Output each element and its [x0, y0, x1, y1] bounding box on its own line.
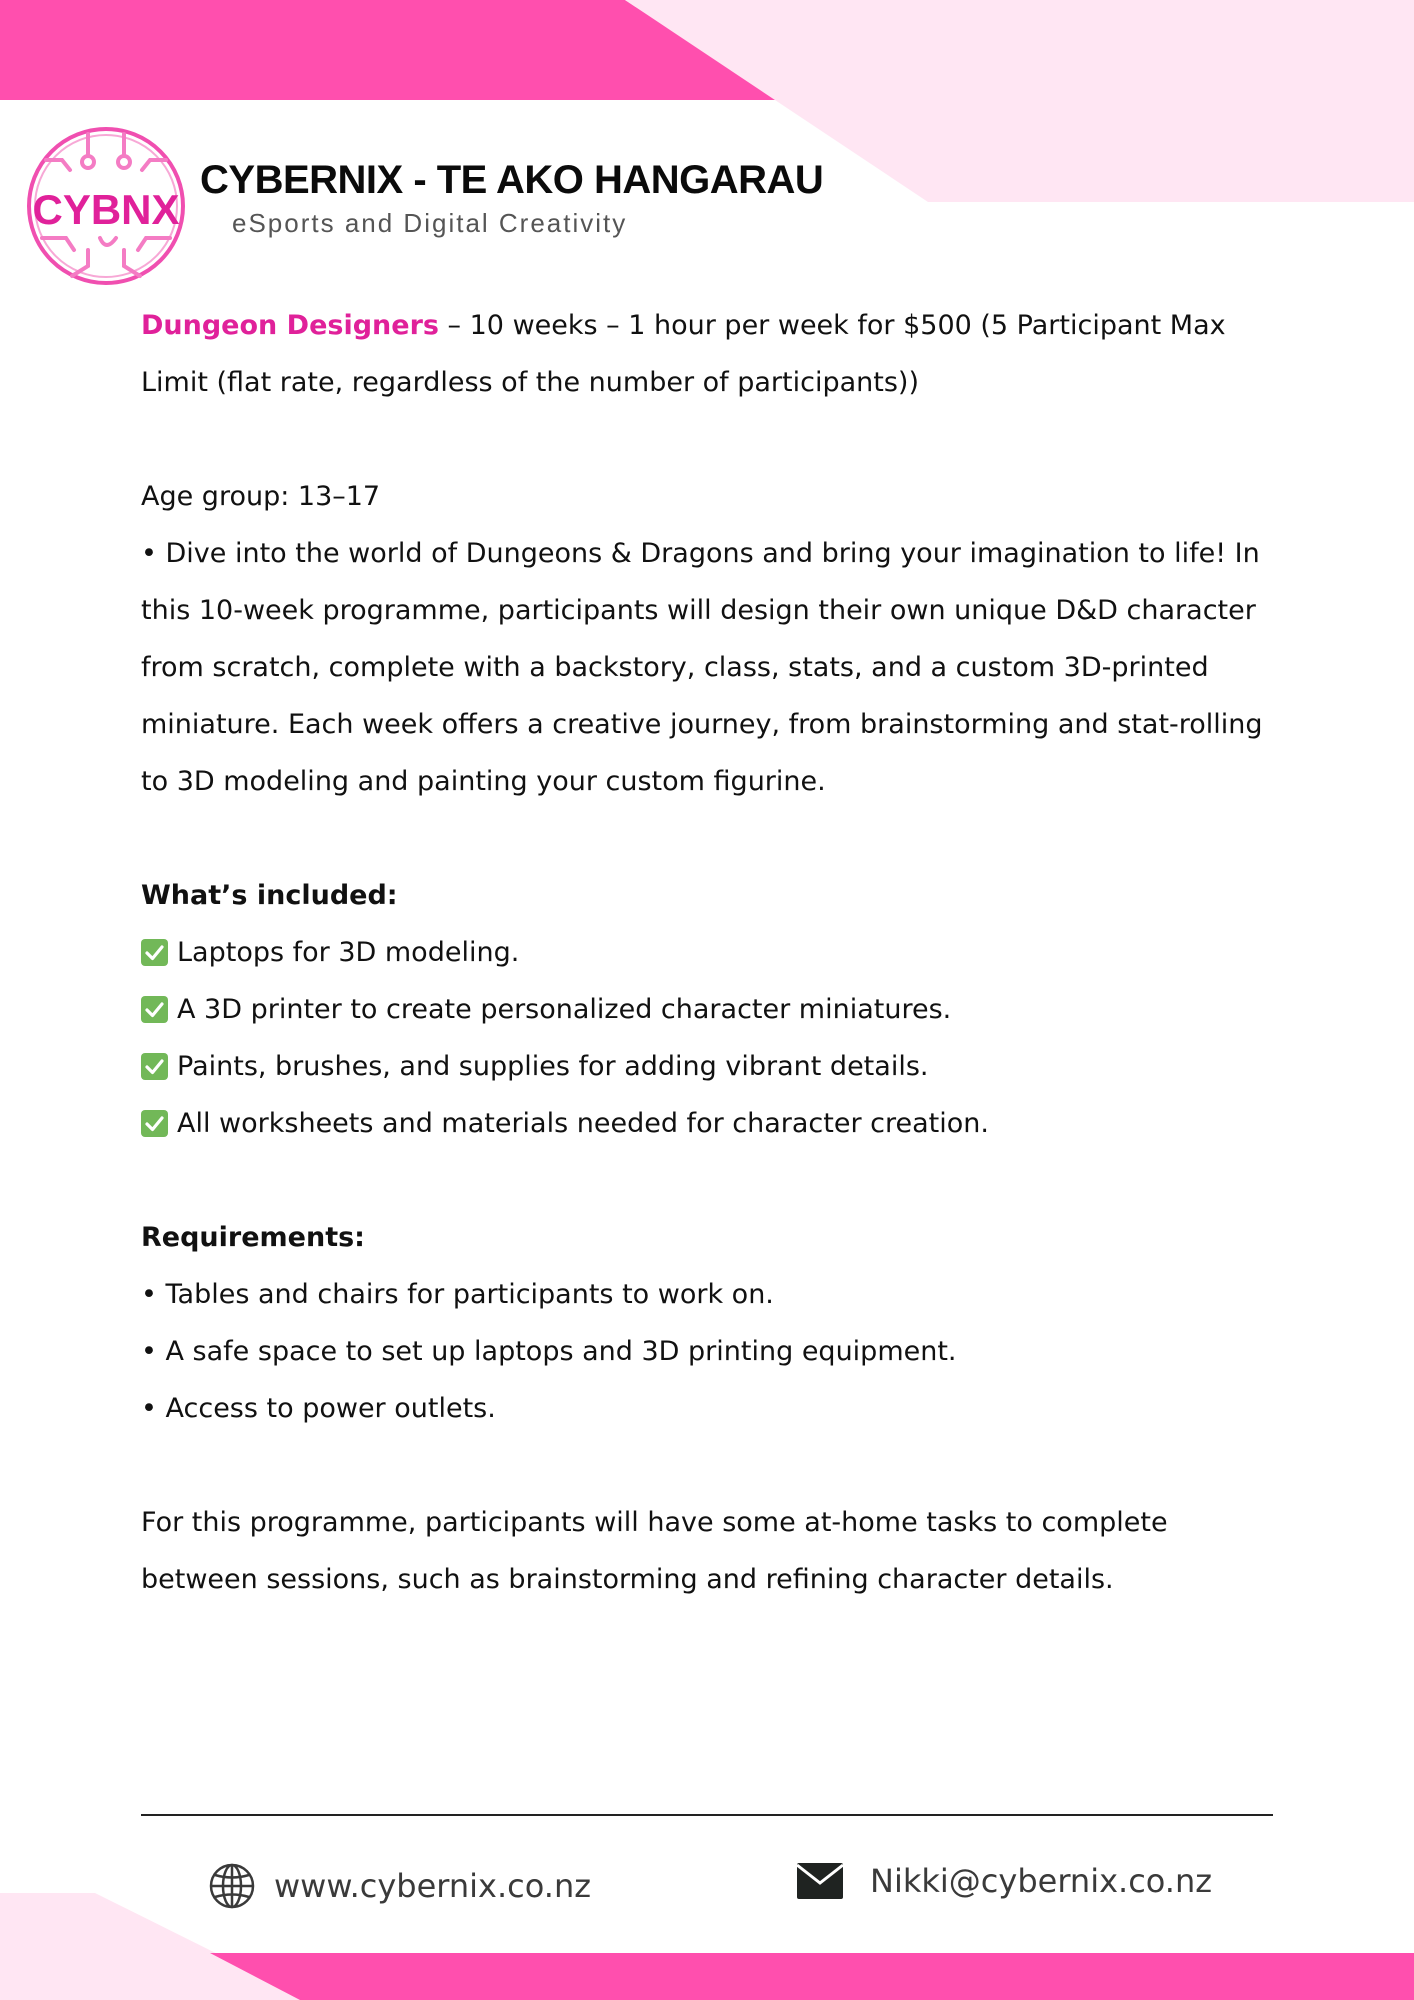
included-item: [141, 924, 1281, 981]
company-title: CYBERNIX - TE AKO HANGARAU: [200, 158, 824, 202]
included-item: [141, 1038, 1281, 1095]
globe-icon: [208, 1862, 256, 1910]
spacer: [141, 1437, 1281, 1494]
requirement-item: • A safe space to set up laptops and 3D printing equipment.: [141, 1336, 957, 1367]
requirements-heading: Requirements:: [141, 1222, 365, 1253]
included-item-label: A 3D printer to create personalized character miniatures.: [177, 994, 952, 1025]
footer-website[interactable]: [208, 1862, 591, 1910]
included-item-label: Laptops for 3D modeling.: [177, 937, 520, 968]
age-group: Age group: 13–17: [141, 481, 381, 512]
programme-name: Dungeon Designers: [141, 310, 439, 341]
programme-description: • Dive into the world of Dungeons & Dragons and bring your imagination to life! In this 10-week programme, participants will design their own unique D&D character from scratch, complete with a backstory, class, stats, and a custom 3D-printed miniature. Each week offers a creative journey, from brainstorming and stat-rolling to 3D modeling and painting your custom figurine.: [141, 538, 1263, 797]
programme-intro: [141, 297, 1281, 411]
requirement-item: • Access to power outlets.: [141, 1393, 496, 1424]
programme-details: – 10 weeks – 1 hour per week for $500 (5 Participant Max Limit (flat rate, regardless of the number of participants)): [141, 310, 1226, 398]
included-item: [141, 1095, 1281, 1152]
included-item: [141, 981, 1281, 1038]
included-item-label: All worksheets and materials needed for character creation.: [177, 1108, 989, 1139]
spacer: [141, 1152, 1281, 1209]
checkmark-icon: [141, 1110, 168, 1137]
document-body: [141, 297, 1281, 1608]
footer-divider: [141, 1814, 1273, 1816]
requirement-item: • Tables and chairs for participants to work on.: [141, 1279, 774, 1310]
website-link[interactable]: www.cybernix.co.nz: [274, 1867, 592, 1905]
checkmark-icon: [141, 996, 168, 1023]
cybnx-logo: [26, 126, 186, 286]
spacer: [141, 810, 1281, 867]
footer-email[interactable]: [796, 1862, 1212, 1900]
email-link[interactable]: Nikki@cybernix.co.nz: [870, 1862, 1213, 1900]
checkmark-icon: [141, 939, 168, 966]
company-tagline: eSports and Digital Creativity: [232, 208, 628, 238]
requirements-list: [141, 1266, 1281, 1437]
closing-note: For this programme, participants will have some at-home tasks to complete between sessions, such as brainstorming and refining character details.: [141, 1507, 1168, 1595]
included-heading: What’s included:: [141, 880, 398, 911]
included-list: [141, 924, 1281, 1152]
cybnx-logo-graphic: [26, 126, 186, 286]
spacer: [141, 411, 1281, 468]
checkmark-icon: [141, 1053, 168, 1080]
envelope-icon: [796, 1862, 844, 1900]
logo-text: CYBNX: [32, 186, 180, 233]
included-item-label: Paints, brushes, and supplies for adding vibrant details.: [177, 1051, 929, 1082]
